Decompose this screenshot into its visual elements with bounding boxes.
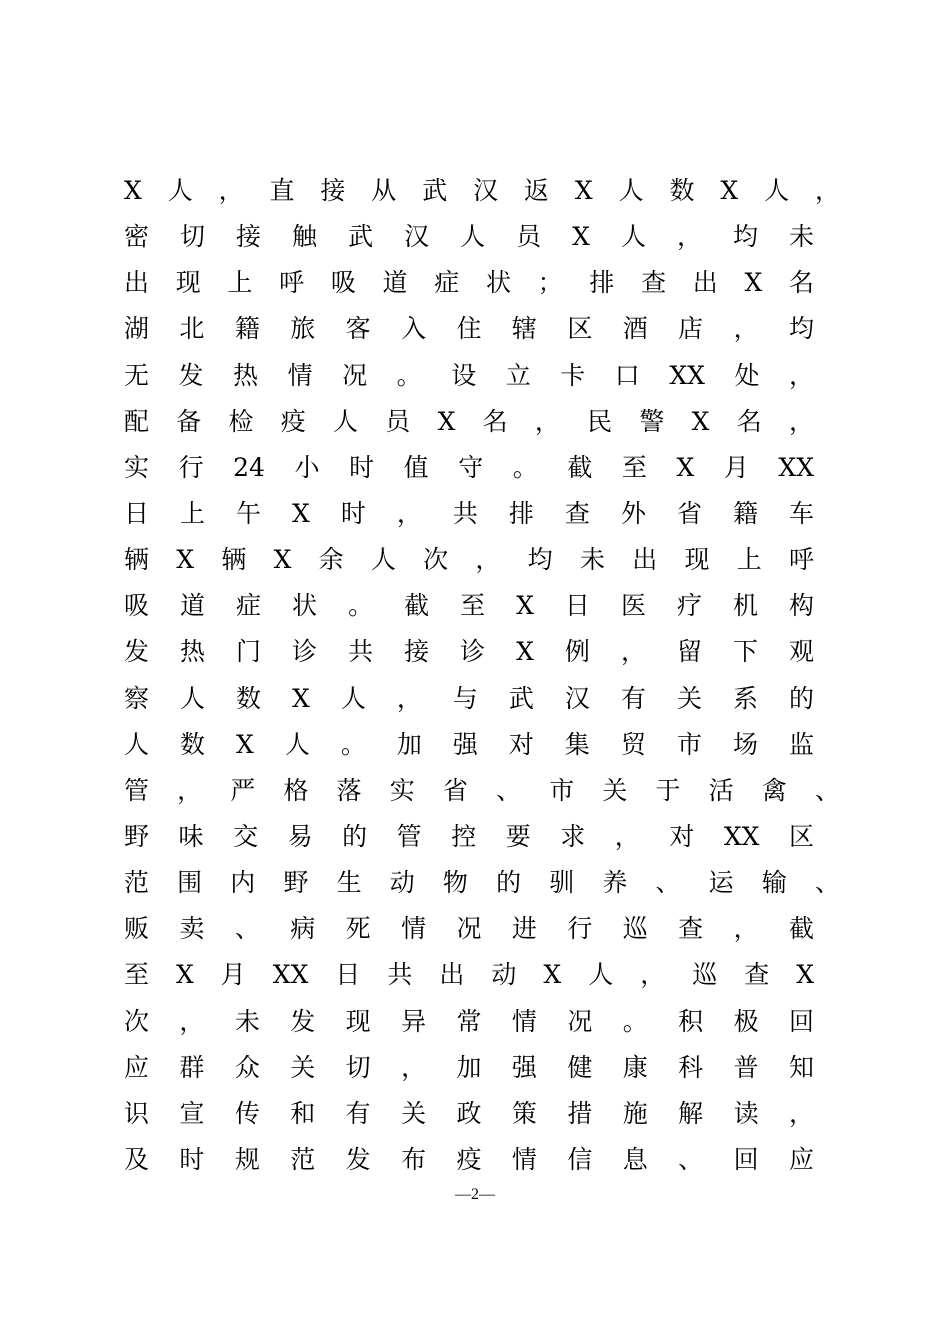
text-line: 次，未发现异常情况。积极回: [124, 1006, 814, 1036]
text-line: 管，严格落实省、市关于活禽、: [124, 775, 840, 805]
text-line: 吸道症状。截至X日医疗机构: [124, 591, 814, 621]
text-line: 辆X辆X余人次，均未出现上呼: [124, 545, 814, 575]
text-line: 发热门诊共接诊X例，留下观: [124, 637, 814, 667]
text-line: 野味交易的管控要求，对XX区: [124, 821, 814, 851]
text-line: 察人数X人，与武汉有关系的: [124, 683, 814, 713]
text-line: 识宣传和有关政策措施解读，: [124, 1098, 814, 1128]
text-line: 及时规范发布疫情信息、回应: [124, 1144, 814, 1174]
text-line: 应群众关切，加强健康科普知: [124, 1052, 814, 1082]
text-line: 范围内野生动物的驯养、运输、: [124, 868, 840, 898]
body-text: [124, 168, 844, 1183]
text-line: 密切接触武汉人员X人，均未: [124, 222, 814, 252]
text-line: 配备检疫人员X名，民警X名，: [124, 406, 814, 436]
page-number: —2—: [455, 1186, 495, 1203]
text-line: 出现上呼吸道症状；排查出X名: [124, 268, 814, 298]
text-line: X人，直接从武汉返X人数X人，: [124, 176, 840, 205]
text-line: 至X月XX日共出动X人，巡查X: [124, 960, 814, 990]
text-line: 实行24小时值守。截至X月XX: [124, 452, 814, 482]
text-line: 无发热情况。设立卡口XX处，: [124, 360, 814, 390]
text-line: 湖北籍旅客入住辖区酒店，均: [124, 314, 814, 344]
text-line: 日上午X时，共排查外省籍车: [124, 498, 814, 528]
text-line: 贩卖、病死情况进行巡查，截: [124, 914, 814, 944]
text-line: 人数X人。加强对集贸市场监: [124, 729, 814, 759]
